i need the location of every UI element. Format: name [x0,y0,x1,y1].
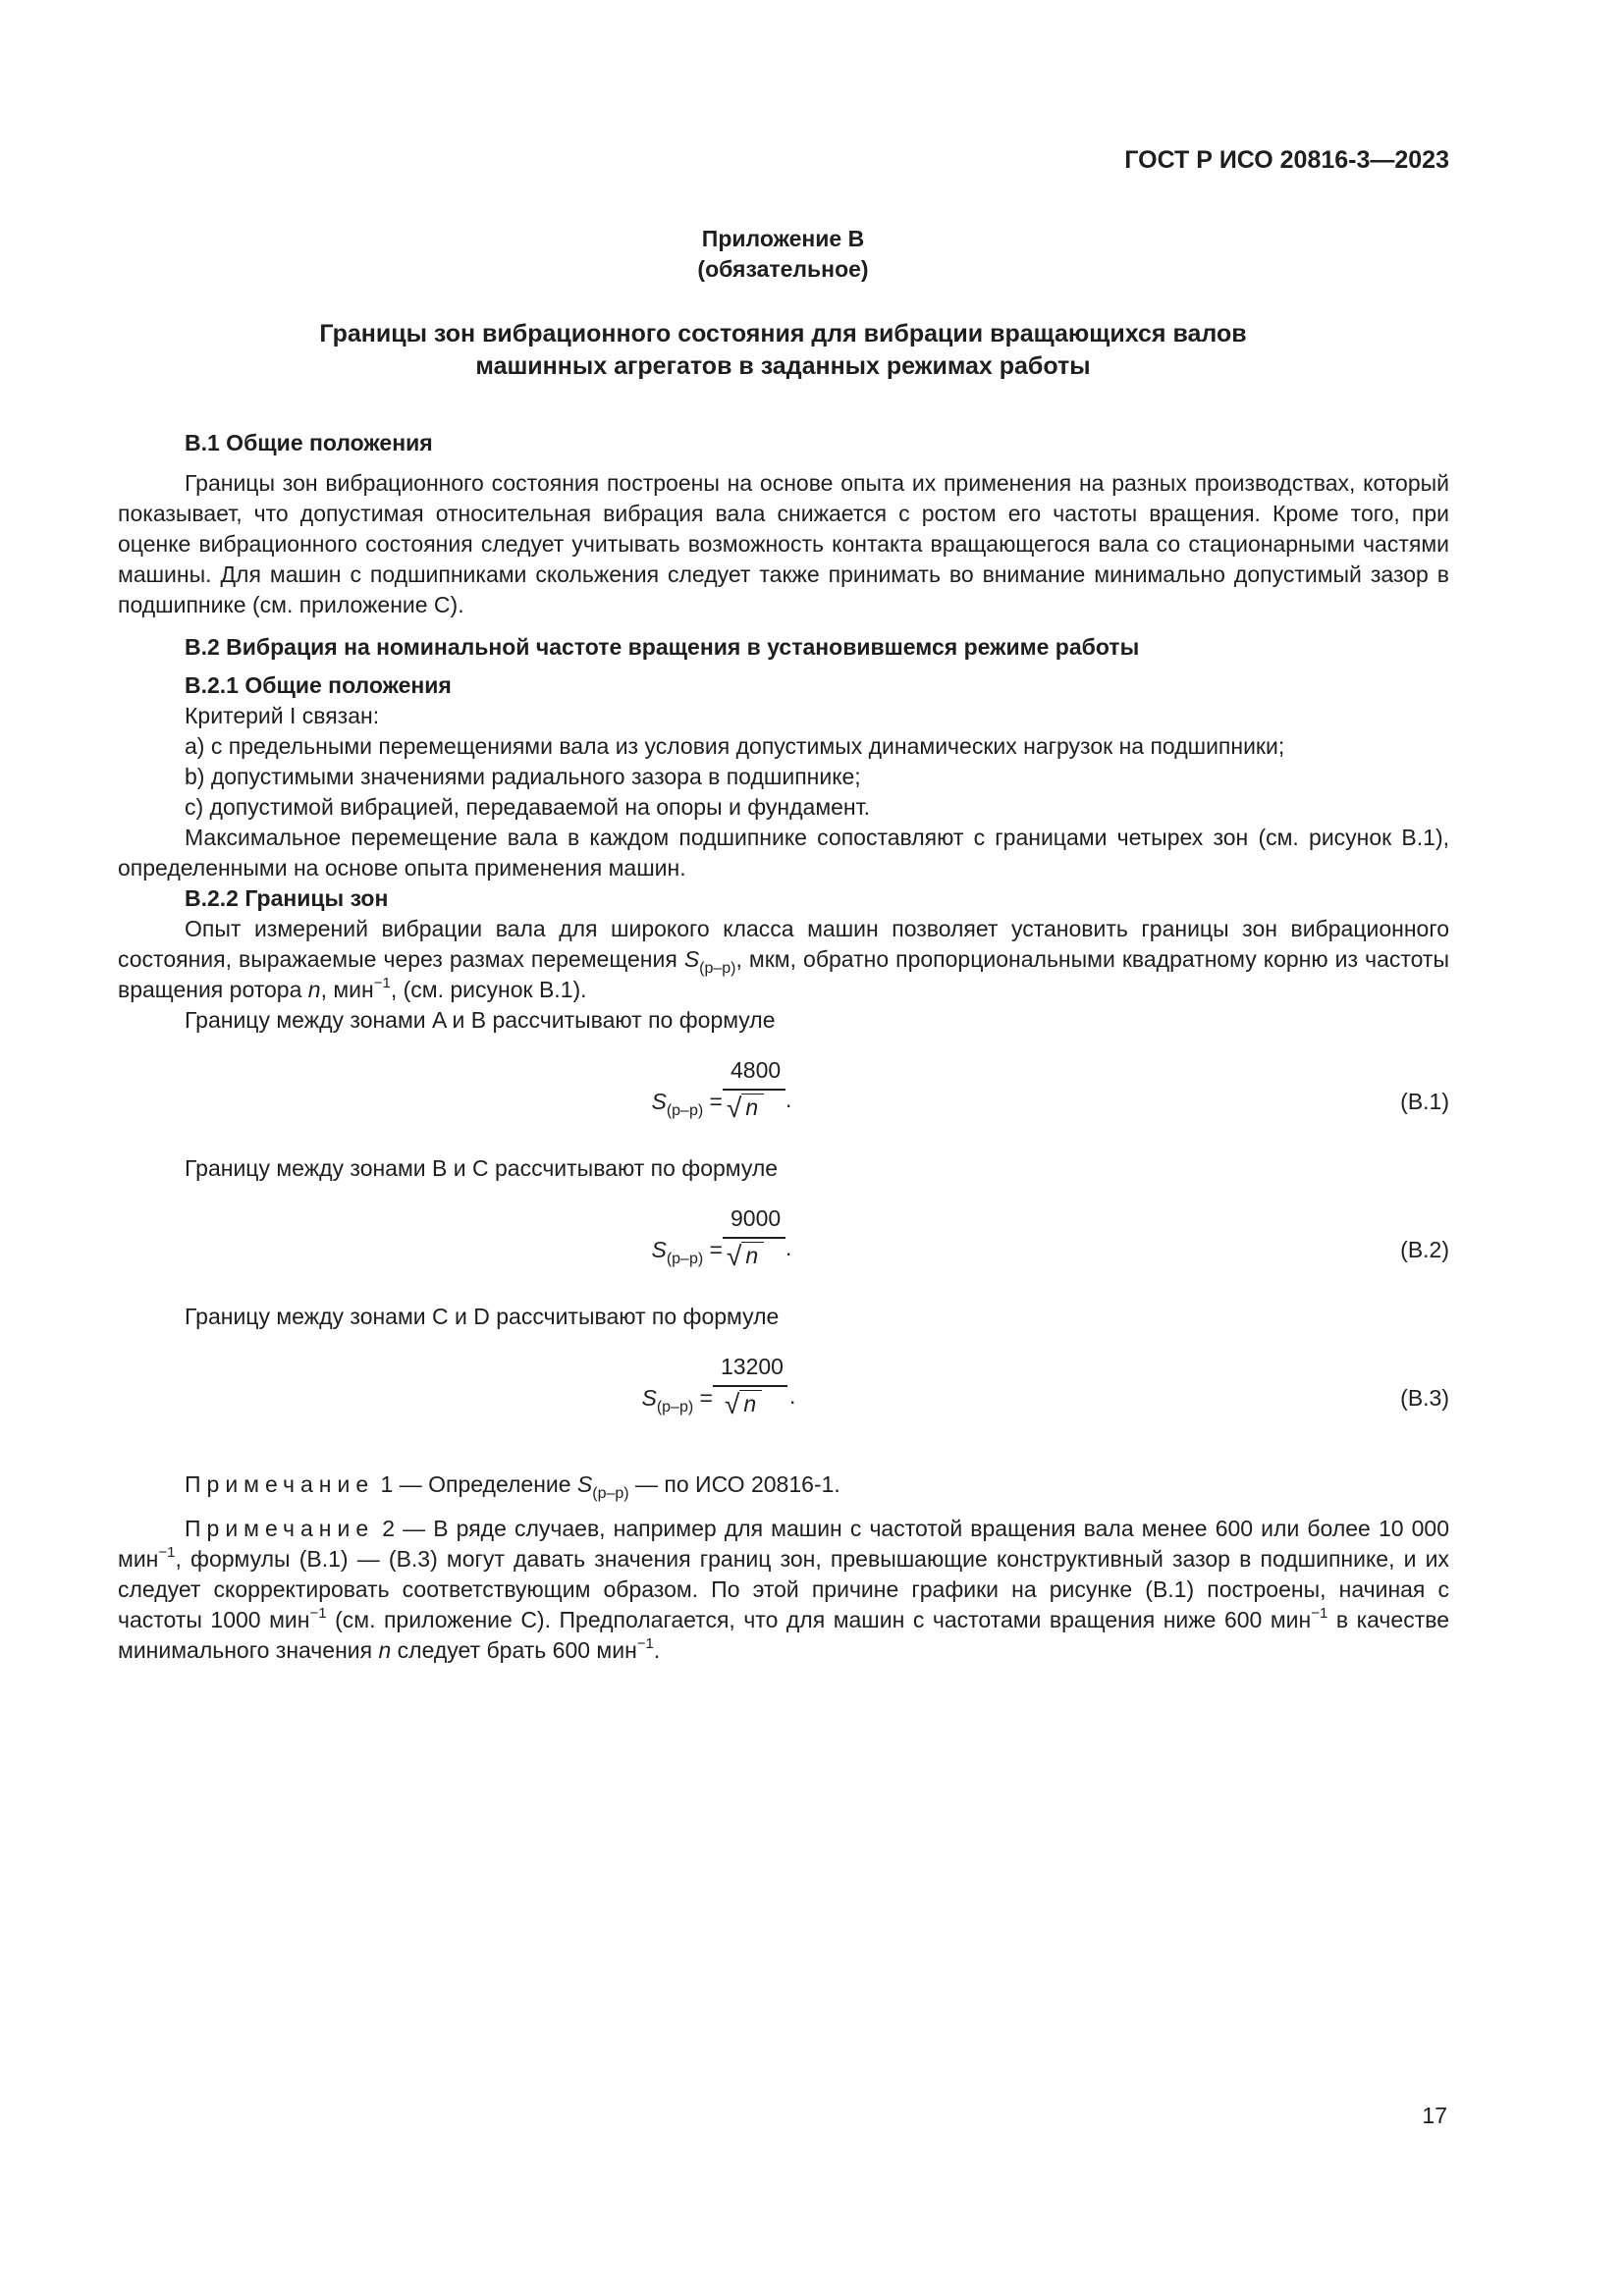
formula-b2-number: (B.2) [1400,1237,1449,1262]
formula-b1-fraction [723,1055,840,1124]
sqrt-icon: √ [725,1389,740,1419]
section-b21-heading: B.2.1 Общие положения [185,672,452,698]
appendix-label: Приложение B [701,226,865,251]
formula-b1-lhs: $S_{(p-p)}$ = [651,1089,723,1119]
criterion-text: Критерий I связан: [185,703,380,728]
section-b1-heading: B.1 Общие положения [185,430,433,455]
formula-b1-number: (B.1) [1400,1089,1449,1114]
formula-b3-fraction [713,1352,831,1420]
appendix-title [0,318,1566,383]
max-displacement-paragraph: Максимальное перемещение вала в каждом подшипнике сопоставляют с границами четырех зон (см. рисунок B.1), определенными на основе опыта применения машин. [118,825,1449,881]
document-body [118,428,1449,1666]
sqrt-icon: √ [727,1241,742,1271]
criterion-item-c: c) допустимой вибрацией, передаваемой на опоры и фундамент. [185,794,870,820]
formula-b2-lhs: $S_{(p-p)}$ = [651,1237,723,1267]
formula-b3-denominator: √ n [713,1387,831,1420]
formula-b2-numerator: 9000 [731,1205,782,1231]
formula-b1-intro: Границу между зонами A и B рассчитывают по формуле [185,1007,776,1033]
section-b2-heading: B.2 Вибрация на номинальной частоте вращения в установившемся режиме работы [185,634,1140,660]
zone-boundaries-paragraph: Опыт измерений вибрации вала для широкого класса машин позволяет установить границы зон вибрационного состояния, выражаемые через размах перемещения $S_{(p-p)}$, мкм, обратно пропорциональными квадратному корню из частоты вращения ротора n, мин$^{-1}$, (см. рисунок B.1). [118,916,1449,1002]
note-2: Примечание 2 — В ряде случаев, например для машин с частотой вращения вала менее 600 или более 10 000 мин$^{-1}$, формулы (B.1) — (B.3) могут давать значения границ зон, превышающие конструктивный зазор в подшипнике, и их следует скорректировать соответствующим образом. По этой причине графики на рисунке (B.1) построены, начиная с частоты 1000 мин$^{-1}$ (см. приложение C). Предполагается, что для машин с частотами вращения ниже 600 мин$^{-1}$ в качестве минимального значения n следует брать 600 мин$^{-1}$. [118,1516,1450,1663]
formula-b2: $S_{(p-p)}$ = 9000 √ n . (B.2) [651,1205,1449,1271]
formula-b1: $S_{(p-p)}$ = 4800 √ n . (B.1) [651,1057,1449,1123]
document-code: ГОСТ Р ИСО 20816-3—2023 [1124,146,1449,174]
page-number: 17 [1422,2103,1447,2128]
formula-b3: $S_{(p-p)}$ = 13200 √ n . (B.3) [641,1354,1449,1419]
appendix-title-line-2: машинных агрегатов в заданных режимах работы [475,352,1091,380]
formula-b2-fraction [723,1203,840,1272]
criterion-item-a: a) с предельными перемещениями вала из условия допустимых динамических нагрузок на подшипники; [185,733,1285,759]
formula-b2-intro: Границу между зонами B и C рассчитывают по формуле [185,1155,779,1181]
formula-b1-numerator: 4800 [731,1057,782,1083]
appendix-title-line-1: Границы зон вибрационного состояния для вибрации вращающихся валов [319,320,1247,347]
appendix-heading [0,224,1566,285]
formula-b3-intro: Границу между зонами C и D рассчитывают по формуле [185,1304,780,1329]
appendix-status: (обязательное) [697,256,869,282]
formula-b2-denominator: √ n [723,1239,840,1272]
note-1: Примечание 1 — Определение $S_{(p-p)}$ — по ИСО 20816-1. [185,1471,840,1502]
formula-b3-lhs: $S_{(p-p)}$ = [641,1385,713,1415]
formula-b3-number: (B.3) [1400,1385,1449,1411]
section-b1-paragraph: Границы зон вибрационного состояния построены на основе опыта их применения на разных производствах, который показывает, что допустимая относительная вибрация вала снижается с ростом его частоты вращения. Кроме того, при оценке вибрационного состояния следует учитывать возможность контакта вращающегося вала со стационарными частями машины. Для машин с подшипниками скольжения следует также принимать во внимание минимально допустимый зазор в подшипнике (см. приложение C). [118,470,1449,617]
formula-b1-denominator: √ n [723,1091,840,1124]
sqrt-icon: √ [727,1093,742,1123]
section-b22-heading: B.2.2 Границы зон [185,885,389,911]
criterion-item-b: b) допустимыми значениями радиального зазора в подшипнике; [185,764,861,789]
formula-b3-numerator: 13200 [721,1354,784,1379]
